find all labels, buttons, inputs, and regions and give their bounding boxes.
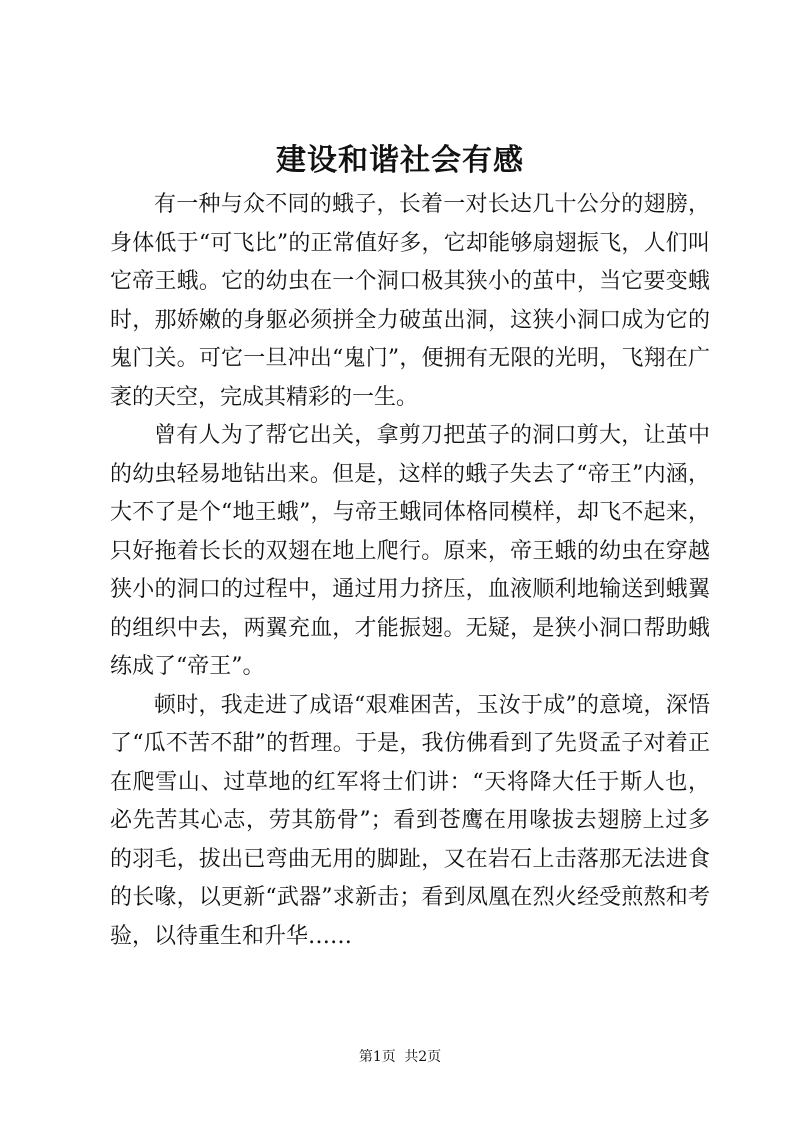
page-number: 第1页 bbox=[358, 1049, 396, 1065]
article-body bbox=[110, 186, 710, 956]
paragraph-2: 曾有人为了帮它出关，拿剪刀把茧子的洞口剪大，让茧中的幼虫轻易地钻出来。但是，这样的蛾子失去了“帝王”内涵，大不了是个“地王蛾”，与帝王蛾同体格同模样，却飞不起来，只好拖着长长的双翅在地上爬行。原来，帝王蛾的幼虫在穿越狭小的洞口的过程中，通过用力挤压，血液顺利地输送到蛾翼的组织中去，两翼充血，才能振翅。无疑，是狭小洞口帮助蛾练成了“帝王”。 bbox=[110, 423, 710, 679]
paragraph-1: 有一种与众不同的蛾子，长着一对长达几十公分的翅膀，身体低于“可飞比”的正常值好多，它却能够扇翅振飞，人们叫它帝王蛾。它的幼虫在一个洞口极其狭小的茧中，当它要变蛾时，那娇嫩的身躯必须拼全力破茧出洞，这狭小洞口成为它的鬼门关。可它一旦冲出“鬼门”，便拥有无限的光明，飞翔在广袤的天空，完成其精彩的一生。 bbox=[110, 192, 710, 410]
page-total: 共2页 bbox=[404, 1049, 442, 1065]
page-title: 建设和谐社会有感 bbox=[276, 143, 524, 178]
paragraph-3: 顿时，我走进了成语“艰难困苦，玉汝于成”的意境，深悟了“瓜不苦不甜”的哲理。于是，我仿佛看到了先贤孟子对着正在爬雪山、过草地的红军将士们讲：“天将降大任于斯人也，必先苦其心志，劳其筋骨”；看到苍鹰在用喙拔去翅膀上过多的羽毛，拔出已弯曲无用的脚趾，又在岩石上击落那无法进食的长喙，以更新“武器”求新击；看到凤凰在烈火经受煎熬和考验，以待重生和升华…… bbox=[110, 692, 710, 949]
page-footer bbox=[0, 1047, 800, 1067]
